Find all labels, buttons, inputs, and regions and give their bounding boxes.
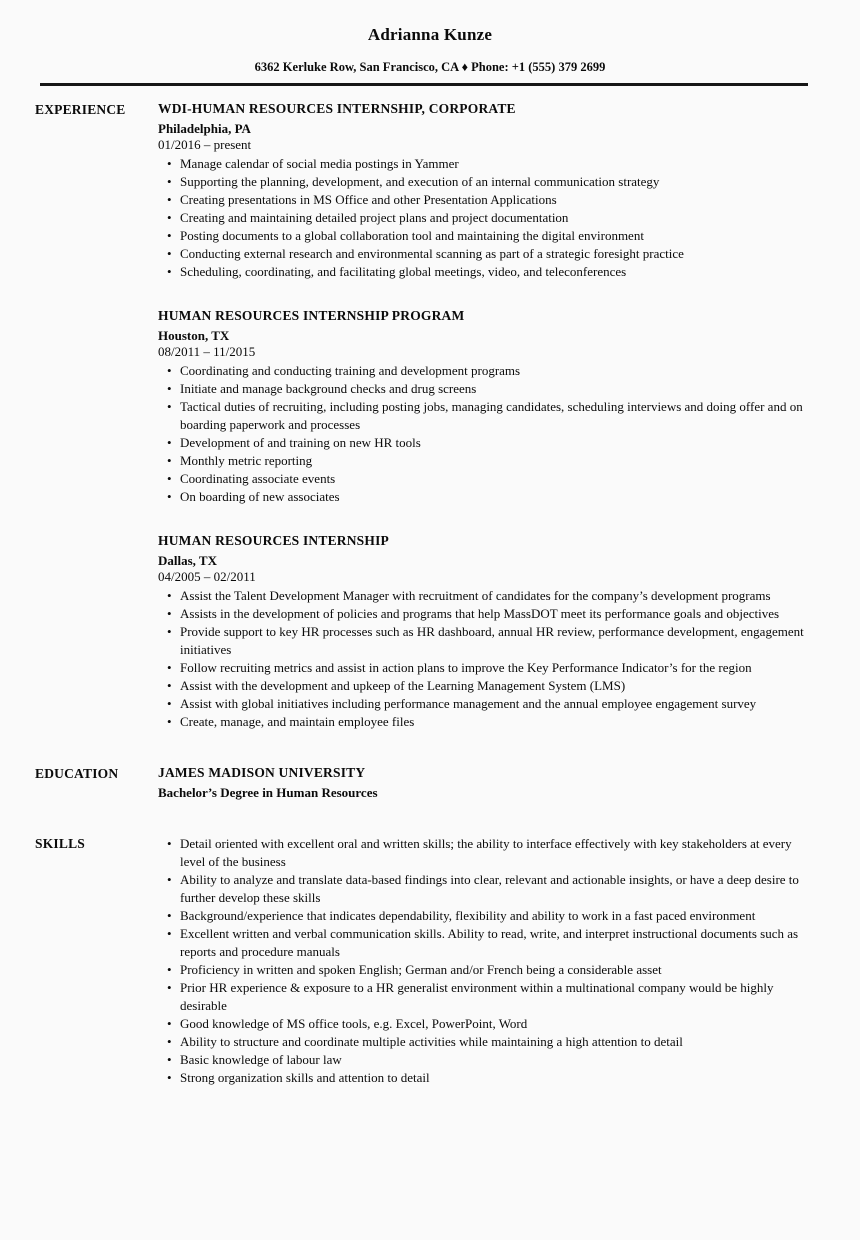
job-bullet: • Creating presentations in MS Office and other Presentation Applications bbox=[158, 191, 816, 209]
job-bullet: • On boarding of new associates bbox=[158, 488, 816, 506]
section-experience bbox=[35, 99, 816, 731]
job-bullet: • Assists in the development of policies and programs that help MassDOT meet its performance goals and objectives bbox=[158, 605, 816, 623]
job-entry bbox=[158, 531, 816, 731]
job-bullet: • Scheduling, coordinating, and facilitating global meetings, video, and teleconferences bbox=[158, 263, 816, 281]
resume-body bbox=[35, 99, 816, 1087]
job-bullet: • Follow recruiting metrics and assist in action plans to improve the Key Performance Indicator’s for the region bbox=[158, 659, 816, 677]
job-bullet: • Assist with the development and upkeep of the Learning Management System (LMS) bbox=[158, 677, 816, 695]
job-title: WDI-HUMAN RESOURCES INTERNSHIP, CORPORATE bbox=[158, 101, 516, 116]
job-title: HUMAN RESOURCES INTERNSHIP bbox=[158, 533, 389, 548]
job-bullet: • Provide support to key HR processes such as HR dashboard, annual HR review, performance development, engagement initiatives bbox=[158, 623, 816, 659]
job-dates: 01/2016 – present bbox=[158, 137, 252, 152]
skill-bullet: • Basic knowledge of labour law bbox=[158, 1051, 816, 1069]
section-education bbox=[35, 763, 816, 801]
candidate-name: Adrianna Kunze bbox=[367, 25, 493, 44]
job-bullet: • Assist the Talent Development Manager with recruitment of candidates for the company’s development programs bbox=[158, 587, 816, 605]
job-bullet: • Create, manage, and maintain employee files bbox=[158, 713, 816, 731]
skills-list bbox=[158, 835, 816, 1087]
job-bullet: • Development of and training on new HR tools bbox=[158, 434, 816, 452]
job-entry bbox=[158, 306, 816, 506]
experience-heading: EXPERIENCE bbox=[35, 102, 126, 117]
job-bullet: • Assist with global initiatives including performance management and the annual employee engagement survey bbox=[158, 695, 816, 713]
experience-jobs bbox=[158, 99, 816, 731]
job-location: Houston, TX bbox=[158, 328, 230, 343]
skill-bullet: • Ability to analyze and translate data-based findings into clear, relevant and actionable insights, or have a deep desire to further develop these skills bbox=[158, 871, 816, 907]
job-location: Philadelphia, PA bbox=[158, 121, 251, 136]
skill-bullet: • Proficiency in written and spoken English; German and/or French being a considerable asset bbox=[158, 961, 816, 979]
job-bullet-list bbox=[158, 362, 816, 506]
job-bullet: • Tactical duties of recruiting, including posting jobs, managing candidates, scheduling interviews and doing offer and on boarding paperwork and processes bbox=[158, 398, 816, 434]
job-entry bbox=[158, 99, 816, 281]
job-bullet: • Conducting external research and environmental scanning as part of a strategic foresight practice bbox=[158, 245, 816, 263]
education-school: JAMES MADISON UNIVERSITY bbox=[158, 765, 366, 780]
section-skills bbox=[35, 833, 816, 1087]
job-bullet: • Manage calendar of social media postings in Yammer bbox=[158, 155, 816, 173]
skill-bullet: • Background/experience that indicates dependability, flexibility and ability to work in a fast paced environment bbox=[158, 907, 816, 925]
job-bullet: • Monthly metric reporting bbox=[158, 452, 816, 470]
education-heading: EDUCATION bbox=[35, 766, 119, 781]
job-location: Dallas, TX bbox=[158, 553, 217, 568]
job-bullet-list bbox=[158, 155, 816, 281]
job-bullet: • Posting documents to a global collaboration tool and maintaining the digital environment bbox=[158, 227, 816, 245]
job-bullet: • Creating and maintaining detailed project plans and project documentation bbox=[158, 209, 816, 227]
header-divider bbox=[40, 83, 808, 86]
job-bullet: • Initiate and manage background checks and drug screens bbox=[158, 380, 816, 398]
skill-bullet: • Ability to structure and coordinate multiple activities while maintaining a high attention to detail bbox=[158, 1033, 816, 1051]
skill-bullet: • Excellent written and verbal communication skills. Ability to read, write, and interpret instructional documents such as reports and procedure manuals bbox=[158, 925, 816, 961]
job-bullet: • Coordinating and conducting training and development programs bbox=[158, 362, 816, 380]
education-degree: Bachelor’s Degree in Human Resources bbox=[158, 785, 378, 800]
skills-heading: SKILLS bbox=[35, 836, 85, 851]
job-title: HUMAN RESOURCES INTERNSHIP PROGRAM bbox=[158, 308, 465, 323]
job-dates: 08/2011 – 11/2015 bbox=[158, 344, 256, 359]
skill-bullet: • Good knowledge of MS office tools, e.g. Excel, PowerPoint, Word bbox=[158, 1015, 816, 1033]
job-dates: 04/2005 – 02/2011 bbox=[158, 569, 256, 584]
contact-line: 6362 Kerluke Row, San Francisco, CA ♦ Phone: +1 (555) 379 2699 bbox=[254, 60, 606, 74]
job-bullet-list bbox=[158, 587, 816, 731]
job-bullet: • Coordinating associate events bbox=[158, 470, 816, 488]
skill-bullet: • Prior HR experience & exposure to a HR generalist environment within a multinational company would be highly desirable bbox=[158, 979, 816, 1015]
job-bullet: • Supporting the planning, development, and execution of an internal communication strategy bbox=[158, 173, 816, 191]
skill-bullet: • Detail oriented with excellent oral and written skills; the ability to interface effectively with key stakeholders at every level of the business bbox=[158, 835, 816, 871]
education-entry bbox=[158, 763, 816, 801]
skill-bullet: • Strong organization skills and attention to detail bbox=[158, 1069, 816, 1087]
